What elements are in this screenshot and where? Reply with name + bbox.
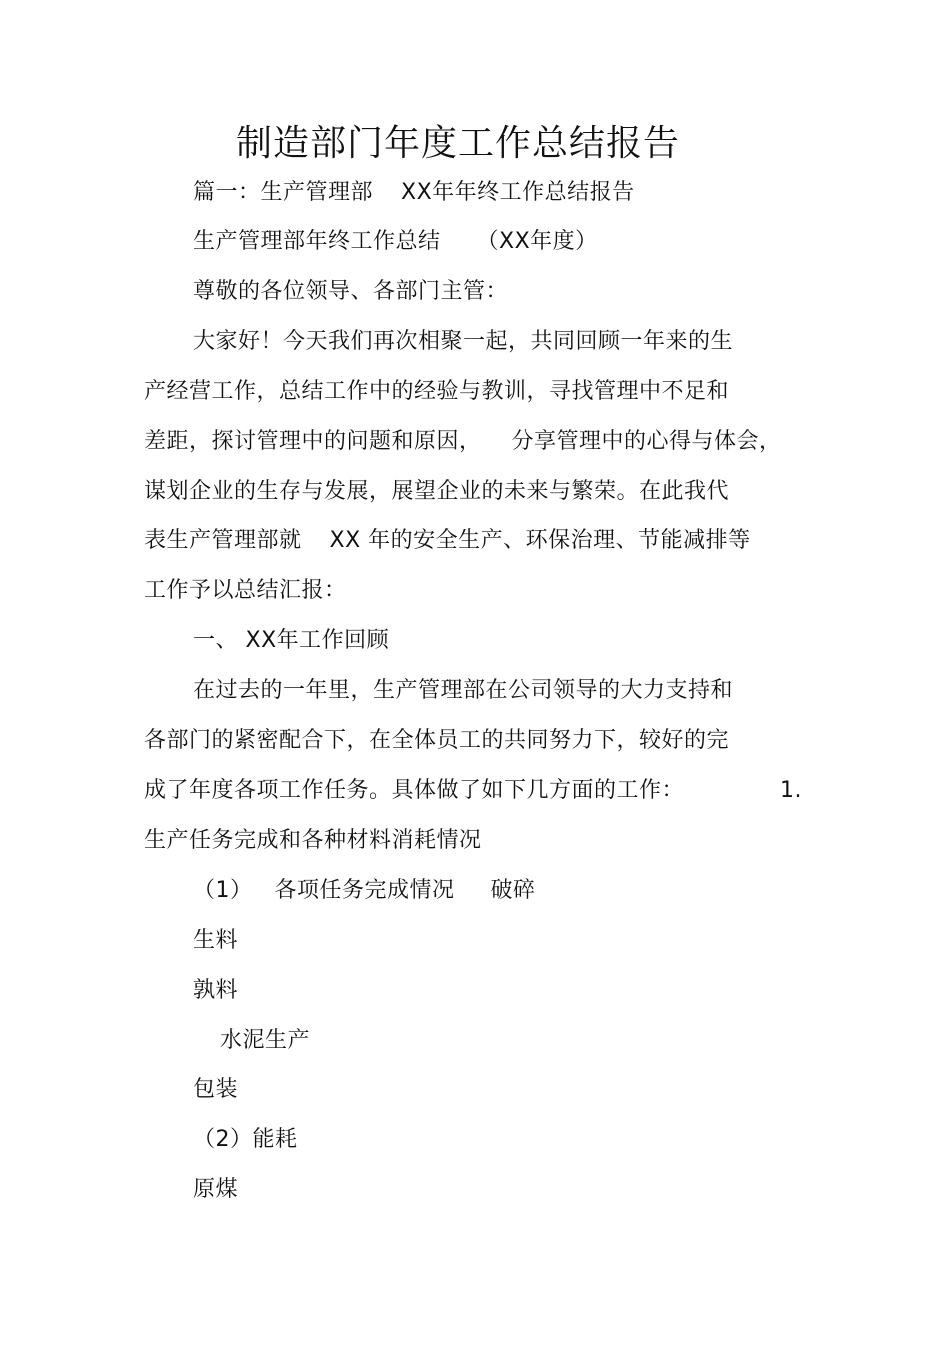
intro-line-2: 产经营工作，总结工作中的经验与教训，寻找管理中不足和: [144, 379, 730, 404]
intro-line-6: 工作予以总结汇报：: [144, 578, 347, 603]
sub2-heading: （2）能耗: [193, 1127, 298, 1152]
subtitle-part-a: 篇一：生产管理部: [193, 180, 374, 205]
section1-line-3: [144, 776, 802, 806]
sub1-number: （1）: [193, 878, 253, 903]
intro-line-5: [144, 526, 751, 556]
section1-line-1: 在过去的一年里，生产管理部在公司领导的大力支持和: [193, 678, 734, 703]
heading-part-a: 生产管理部年终工作总结: [193, 229, 441, 254]
salutation: 尊敬的各位领导、各部门主管：: [193, 279, 509, 304]
sub1-line: [193, 876, 536, 906]
subtitle-part-b: XX年年终工作总结报告: [401, 180, 635, 205]
section1-heading: 一、 XX年工作回顾: [193, 628, 390, 653]
document-title: 制造部门年度工作总结报告: [235, 123, 680, 164]
sub1-label: 各项任务完成情况: [274, 878, 455, 903]
intro-line-5-part-a: 表生产管理部就: [144, 528, 302, 553]
intro-line-3: [144, 427, 782, 457]
subtitle-line: [193, 178, 635, 208]
section1-line-4: 生产任务完成和各种材料消耗情况: [144, 828, 482, 853]
section1-line-2: 各部门的紧密配合下，在全体员工的共同努力下，较好的完: [144, 728, 730, 753]
list-item: 包装: [193, 1077, 239, 1102]
section1-line-3-part-a: 成了年度各项工作任务。具体做了如下几方面的工作：: [144, 778, 685, 803]
intro-line-3-part-a: 差距，探讨管理中的问题和原因，: [144, 429, 482, 454]
list-item: 原煤: [193, 1177, 239, 1202]
list-item: 生料: [193, 928, 239, 953]
sub1-item: 破碎: [490, 878, 536, 903]
intro-line-5-part-b: XX 年的安全生产、环保治理、节能减排等: [329, 528, 751, 553]
heading-line: [193, 227, 598, 257]
list-item: 水泥生产: [220, 1028, 311, 1053]
section1-line-3-part-b: 1.: [780, 778, 803, 803]
heading-part-b: （XX年度）: [476, 229, 598, 254]
intro-line-3-part-b: 分享管理中的心得与体会，: [511, 429, 782, 454]
list-item: 孰料: [193, 978, 239, 1003]
intro-line-1: 大家好！今天我们再次相聚一起，共同回顾一年来的生: [193, 329, 734, 354]
intro-line-4: 谋划企业的生存与发展，展望企业的未来与繁荣。在此我代: [144, 479, 730, 504]
